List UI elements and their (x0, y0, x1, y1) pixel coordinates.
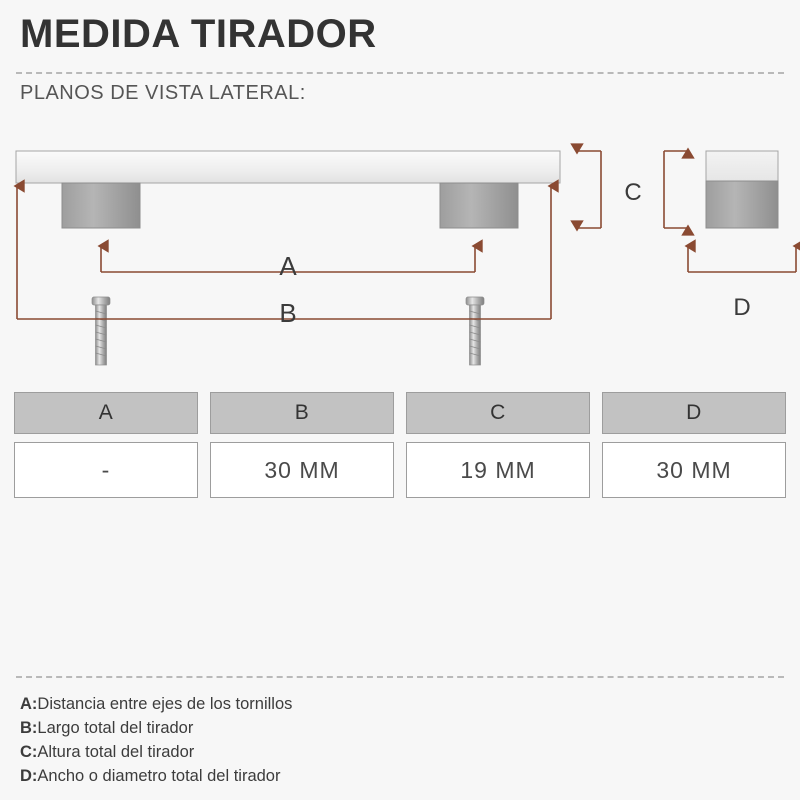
legend-text-d: Ancho o diametro total del tirador (37, 767, 281, 785)
divider-top (16, 72, 784, 74)
legend-item-d (20, 764, 780, 788)
screw-right (466, 297, 484, 365)
legend-item-a (20, 692, 780, 716)
table-value-c: 19 MM (406, 442, 590, 498)
dimension-c-arrow (577, 151, 601, 228)
page-title: MEDIDA TIRADOR (20, 12, 377, 56)
dimension-d-arrow (688, 246, 796, 272)
table-value-a: - (14, 442, 198, 498)
table-header-a: A (14, 392, 198, 434)
legend-text-c: Altura total del tirador (37, 743, 195, 761)
label-c: C (624, 179, 642, 206)
legend-key-b: B: (20, 719, 38, 737)
table-value-d: 30 MM (602, 442, 786, 498)
label-b: B (279, 298, 297, 328)
handle-front-view (706, 151, 778, 228)
legend-item-b (20, 716, 780, 740)
legend-text-b: Largo total del tirador (37, 719, 194, 737)
table-header-c: C (406, 392, 590, 434)
page-subtitle: PLANOS DE VISTA LATERAL: (20, 82, 306, 104)
label-a: A (279, 251, 297, 281)
legend-key-d: D: (20, 767, 38, 785)
table-column-b (210, 392, 394, 498)
divider-bottom (16, 676, 784, 678)
table-header-d: D (602, 392, 786, 434)
handle-diagram (0, 120, 800, 380)
screw-left (92, 297, 110, 365)
legend-key-c: C: (20, 743, 38, 761)
table-value-b: 30 MM (210, 442, 394, 498)
table-header-b: B (210, 392, 394, 434)
measurements-table (14, 392, 786, 498)
table-column-d (602, 392, 786, 498)
handle-side-view (16, 151, 560, 228)
dimension-c-front-arrow (664, 151, 688, 228)
table-column-c (406, 392, 590, 498)
legend (20, 692, 780, 788)
legend-item-c (20, 740, 780, 764)
table-column-a (14, 392, 198, 498)
label-d: D (733, 294, 751, 321)
legend-key-a: A: (20, 695, 38, 713)
legend-text-a: Distancia entre ejes de los tornillos (37, 695, 293, 713)
